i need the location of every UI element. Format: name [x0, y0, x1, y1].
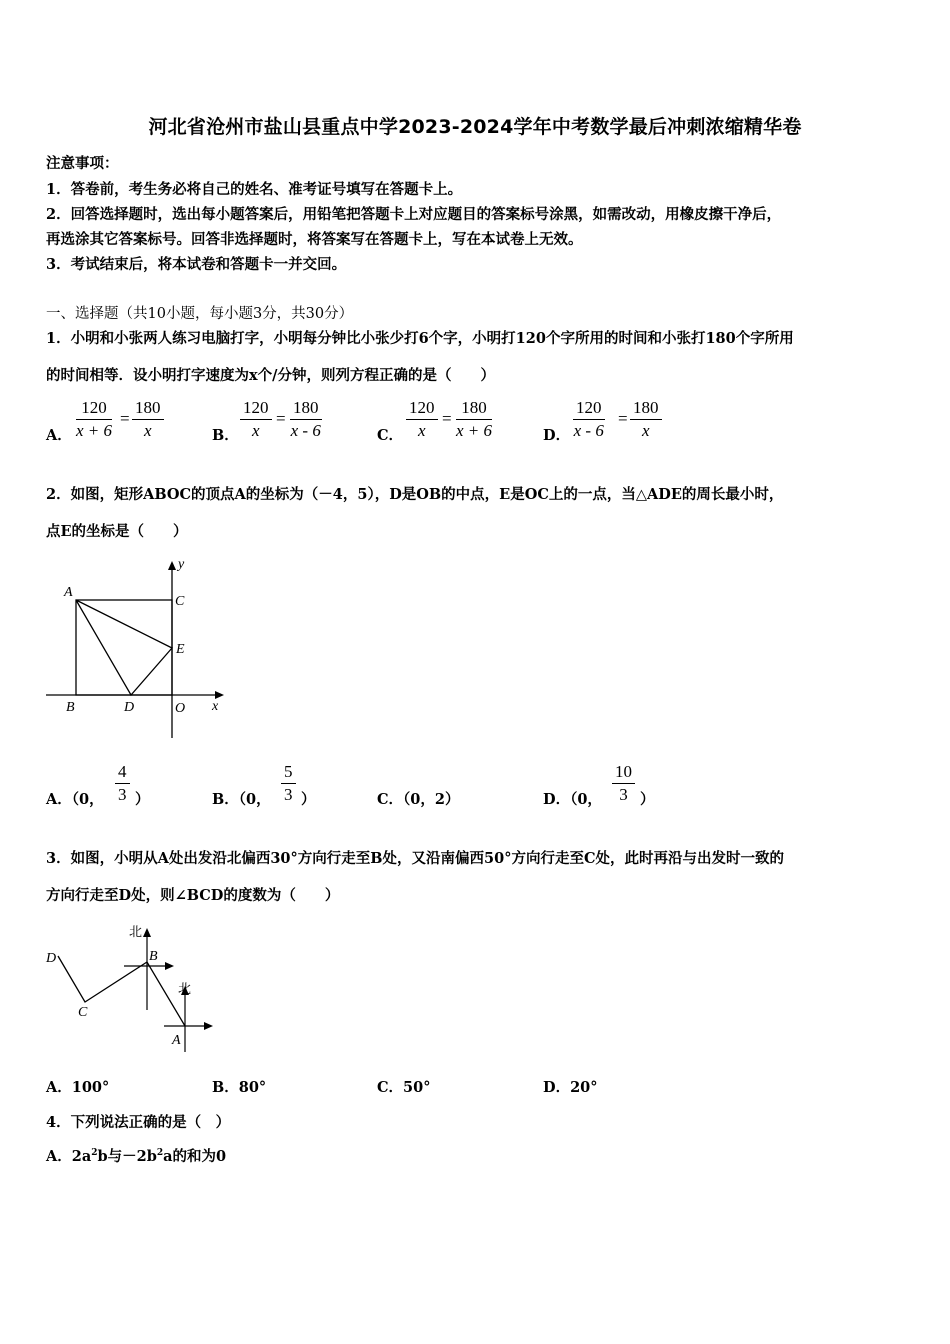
- q2-label-d: D: [124, 700, 135, 715]
- notice-item-2b: 再选涂其它答案标号。回答非选择题时，将答案写在答题卡上，写在本试卷上无效。: [46, 231, 583, 248]
- q4-stem: 4．下列说法正确的是（ ）: [46, 1114, 231, 1131]
- q1-a-left-fraction: $\frac{120}{x + 6}$: [76, 398, 113, 440]
- section-heading: 一、选择题（共10小题，每小题3分，共30分）: [46, 306, 354, 322]
- notice-item-1: 1．答卷前，考生务必将自己的姓名、准考证号填写在答题卡上。: [46, 181, 463, 198]
- q3-line2: 方向行走至D处，则∠BCD的度数为（ ）: [46, 887, 340, 904]
- q1-d-right-fraction: $\frac{180}{x}$: [630, 398, 662, 441]
- q1-option-b-label: B．: [212, 427, 239, 444]
- q2-label-x: x: [212, 699, 219, 714]
- q2-label-c: C: [175, 594, 185, 609]
- q1-c-right-fraction: $\frac{180}{x + 6}$: [456, 398, 493, 440]
- q2-b-fraction: $\frac{5}{3}$: [281, 762, 296, 805]
- q1-option-a-label: A．: [46, 427, 72, 444]
- q2-line2: 点E的坐标是（ ）: [46, 523, 188, 540]
- q3-north-label-a: 北: [178, 982, 192, 997]
- q3-figure: [42, 920, 222, 1060]
- q3-option-d[interactable]: D．20°: [543, 1079, 598, 1096]
- q2-label-a: A: [64, 585, 73, 600]
- q1-line2: 的时间相等．设小明打字速度为x个/分钟，则列方程正确的是（ ）: [46, 367, 495, 384]
- q2-label-y: y: [178, 557, 185, 572]
- q2-label-e: E: [176, 642, 185, 657]
- q4-option-a[interactable]: A．$2a^2b$与$-2b^2a$的和为0: [46, 1148, 227, 1165]
- q1-line1: 1．小明和小张两人练习电脑打字，小明每分钟比小张少打6个字，小明打120个字所用的时间和小张打180个字所用: [46, 330, 794, 347]
- q1-option-d-label: D．: [543, 427, 571, 444]
- q3-option-a[interactable]: A．100°: [46, 1079, 110, 1096]
- q3-option-c[interactable]: C．50°: [377, 1079, 431, 1096]
- q3-label-a: A: [172, 1033, 181, 1048]
- q1-c-left-fraction: $\frac{120}{x}$: [406, 398, 438, 441]
- notice-item-3: 3．考试结束后，将本试卷和答题卡一并交回。: [46, 256, 347, 273]
- notice-item-2a: 2．回答选择题时，选出每小题答案后，用铅笔把答题卡上对应题目的答案标号涂黑，如需改动，用橡皮擦干净后，: [46, 206, 782, 223]
- q2-label-o: O: [175, 701, 186, 716]
- q1-b-left-fraction: $\frac{120}{x}$: [240, 398, 272, 441]
- q1-d-left-fraction: $\frac{120}{x - 6}$: [573, 398, 604, 440]
- q3-option-b[interactable]: B．80°: [212, 1079, 267, 1096]
- q2-figure: [42, 556, 232, 742]
- q2-line1: 2．如图，矩形ABOC的顶点A的坐标为（－4，5），D是OB的中点，E是OC上的一点，当△ADE的周长最小时，: [46, 486, 784, 503]
- q3-label-c: C: [78, 1005, 88, 1020]
- q2-label-b: B: [66, 700, 75, 715]
- q1-option-c-label: C．: [377, 427, 404, 444]
- q2-a-fraction: $\frac{4}{3}$: [115, 762, 130, 805]
- q3-label-b: B: [149, 949, 158, 964]
- notice-heading: 注意事项：: [46, 155, 119, 172]
- page-title: 河北省沧州市盐山县重点中学2023-2024学年中考数学最后冲刺浓缩精华卷: [148, 116, 802, 138]
- q3-label-d: D: [46, 951, 57, 966]
- q1-b-right-fraction: $\frac{180}{x - 6}$: [290, 398, 321, 440]
- q1-a-right-fraction: $\frac{180}{x}$: [132, 398, 164, 441]
- q3-north-label-b: 北: [129, 925, 143, 940]
- q3-line1: 3．如图，小明从A处出发沿北偏西30°方向行走至B处，又沿南偏西50°方向行走至C处，此时再沿与出发时一致的: [46, 850, 784, 867]
- q2-d-fraction: $\frac{10}{3}$: [612, 762, 635, 805]
